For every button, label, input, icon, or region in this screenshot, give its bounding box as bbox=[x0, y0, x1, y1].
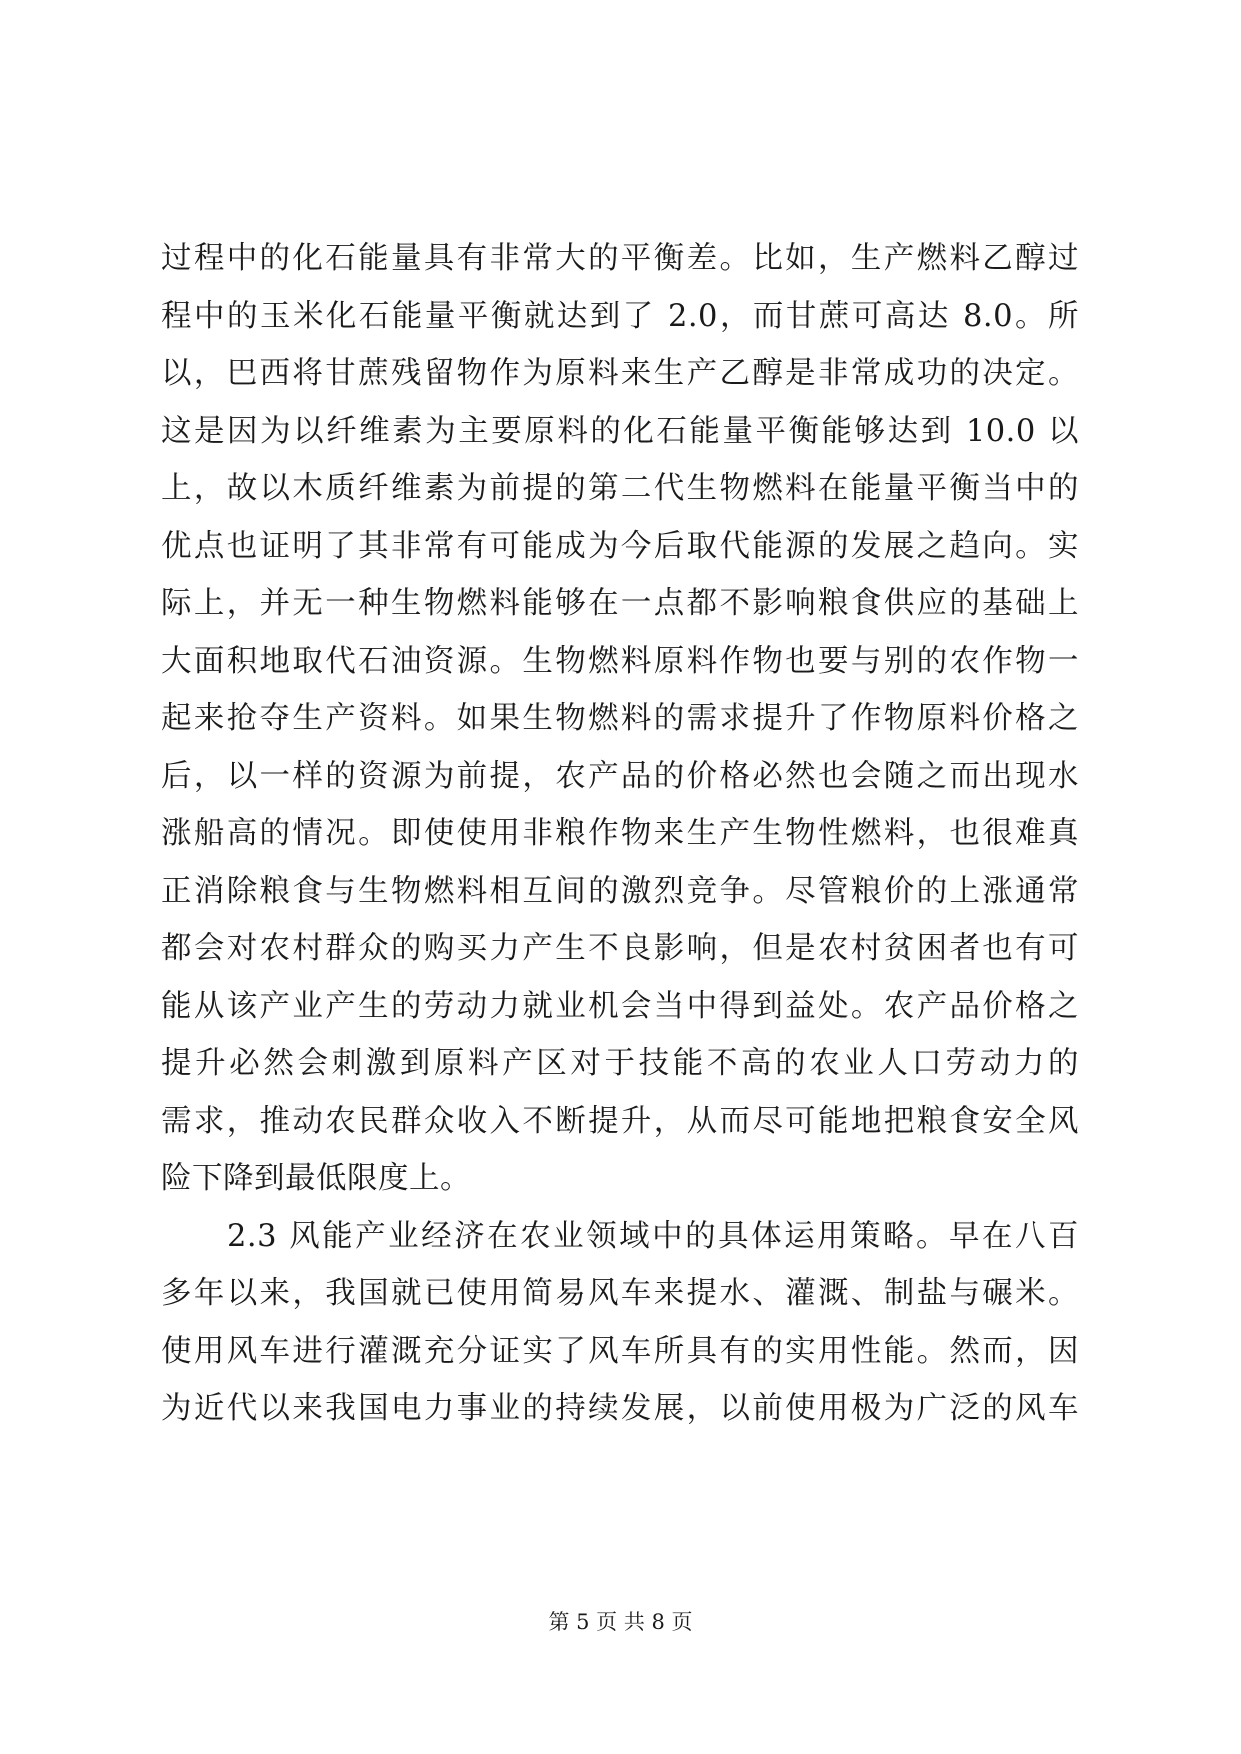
text-line: 多年以来，我国就已使用简易风车来提水、灌溉、制盐与碾米。 bbox=[161, 1276, 1079, 1311]
text-line: 涨船高的情况。即使使用非粮作物来生产生物性燃料，也很难真 bbox=[161, 816, 1079, 851]
text-line: 以，巴西将甘蔗残留物作为原料来生产乙醇是非常成功的决定。 bbox=[161, 356, 1079, 391]
text-line: 优点也证明了其非常有可能成为今后取代能源的发展之趋向。实 bbox=[161, 528, 1079, 564]
text-line: 能从该产业产生的劳动力就业机会当中得到益处。农产品价格之 bbox=[161, 988, 1079, 1024]
text-line: 为近代以来我国电力事业的持续发展，以前使用极为广泛的风车 bbox=[161, 1391, 1079, 1426]
text-line: 大面积地取代石油资源。生物燃料原料作物也要与别的农作物一 bbox=[161, 643, 1079, 679]
text-line: 需求，推动农民群众收入不断提升，从而尽可能地把粮食安全风 bbox=[161, 1103, 1079, 1139]
text-line: 提升必然会刺激到原料产区对于技能不高的农业人口劳动力的 bbox=[161, 1046, 1079, 1081]
text-line: 都会对农村群众的购买力产生不良影响，但是农村贫困者也有可 bbox=[161, 931, 1079, 966]
text-line: 这是因为以纤维素为主要原料的化石能量平衡能够达到 10.0 以 bbox=[161, 413, 1079, 449]
text-line: 后，以一样的资源为前提，农产品的价格必然也会随之而出现水 bbox=[161, 758, 1079, 794]
text-line: 程中的玉米化石能量平衡就达到了 2.0，而甘蔗可高达 8.0。所 bbox=[161, 298, 1079, 334]
section-heading-line: 2.3 风能产业经济在农业领域中的具体运用策略。早在八百 bbox=[227, 1218, 1079, 1254]
page-number-footer: 第 5 页 共 8 页 bbox=[548, 1610, 693, 1634]
text-line: 正消除粮食与生物燃料相互间的激烈竞争。尽管粮价的上涨通常 bbox=[161, 873, 1079, 909]
text-line: 上，故以木质纤维素为前提的第二代生物燃料在能量平衡当中的 bbox=[161, 471, 1079, 506]
text-line-paragraph-end: 险下降到最低限度上。 bbox=[161, 1161, 471, 1196]
text-line: 起来抢夺生产资料。如果生物燃料的需求提升了作物原料价格之 bbox=[161, 701, 1079, 736]
text-line: 使用风车进行灌溉充分证实了风车所具有的实用性能。然而，因 bbox=[161, 1333, 1079, 1369]
text-line: 过程中的化石能量具有非常大的平衡差。比如，生产燃料乙醇过 bbox=[161, 241, 1079, 276]
text-line: 际上，并无一种生物燃料能够在一点都不影响粮食供应的基础上 bbox=[161, 586, 1079, 621]
body-text bbox=[161, 230, 1079, 1438]
